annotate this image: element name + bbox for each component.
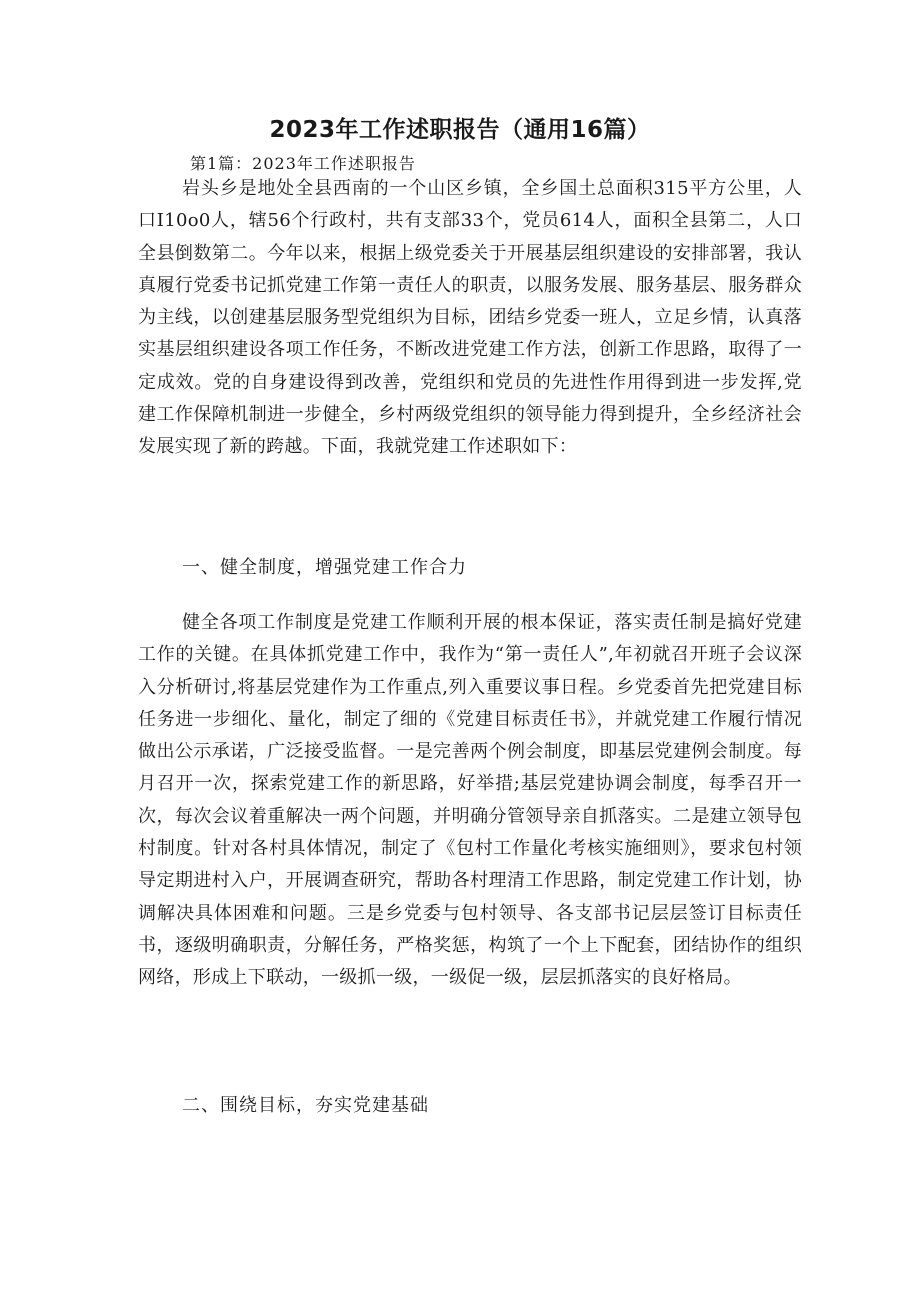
section-heading-1: 一、健全制度，增强党建工作合力 (182, 557, 467, 578)
paragraph-intro: 岩头乡是地处全县西南的一个山区乡镇，全乡国土总面积315平方公里，人口I10o0人，辖56个行政村，共有支部33个，党员614人，面积全县第二，人口全县倒数第二。今年以来，根据上级党委关于开展基层组织建设的安排部署，我认真履行党委书记抓党建工作第一责任人的职责，以服务发展、服务基层、服务群众为主线，以创建基层服务型党组织为目标，团结乡党委一班人，立足乡情，认真落实基层组织建设各项工作任务，不断改进党建工作方法，创新工作思路，取得了一定成效。党的自身建设得到改善，党组织和党员的先进性作用得到进一步发挥,党建工作保障机制进一步健全，乡村两级党组织的领导能力得到提升，全乡经济社会发展实现了新的跨越。下面，我就党建工作述职如下： (138, 178, 802, 458)
section-subtitle: 第1篇：2023年工作述职报告 (190, 154, 416, 173)
paragraph-system: 健全各项工作制度是党建工作顺利开展的根本保证，落实责任制是搞好党建工作的关键。在具体抓党建工作中，我作为“第一责任人”,年初就召开班子会议深入分析研讨,将基层党建作为工作重点,列入重要议事日程。乡党委首先把党建目标任务进一步细化、量化，制定了细的《党建目标责任书》，并就党建工作履行情况做出公示承诺，广泛接受监督。一是完善两个例会制度，即基层党建例会制度。每月召开一次，探索党建工作的新思路，好举措;基层党建协调会制度，每季召开一次，每次会议着重解决一两个问题，并明确分管领导亲自抓落实。二是建立领导包村制度。针对各村具体情况，制定了《包村工作量化考核实施细则》，要求包村领导定期进村入户，开展调查研究，帮助各村理清工作思路，制定党建工作计划，协调解决具体困难和问题。三是乡党委与包村领导、各支部书记层层签订目标责任书，逐级明确职责，分解任务，严格奖惩，构筑了一个上下配套，团结协作的组织网络，形成上下联动，一级抓一级，一级促一级，层层抓落实的良好格局。 (138, 612, 802, 989)
document-title: 2023年工作述职报告（通用16篇） (269, 117, 651, 143)
section-heading-2: 二、围绕目标，夯实党建基础 (182, 1095, 429, 1116)
